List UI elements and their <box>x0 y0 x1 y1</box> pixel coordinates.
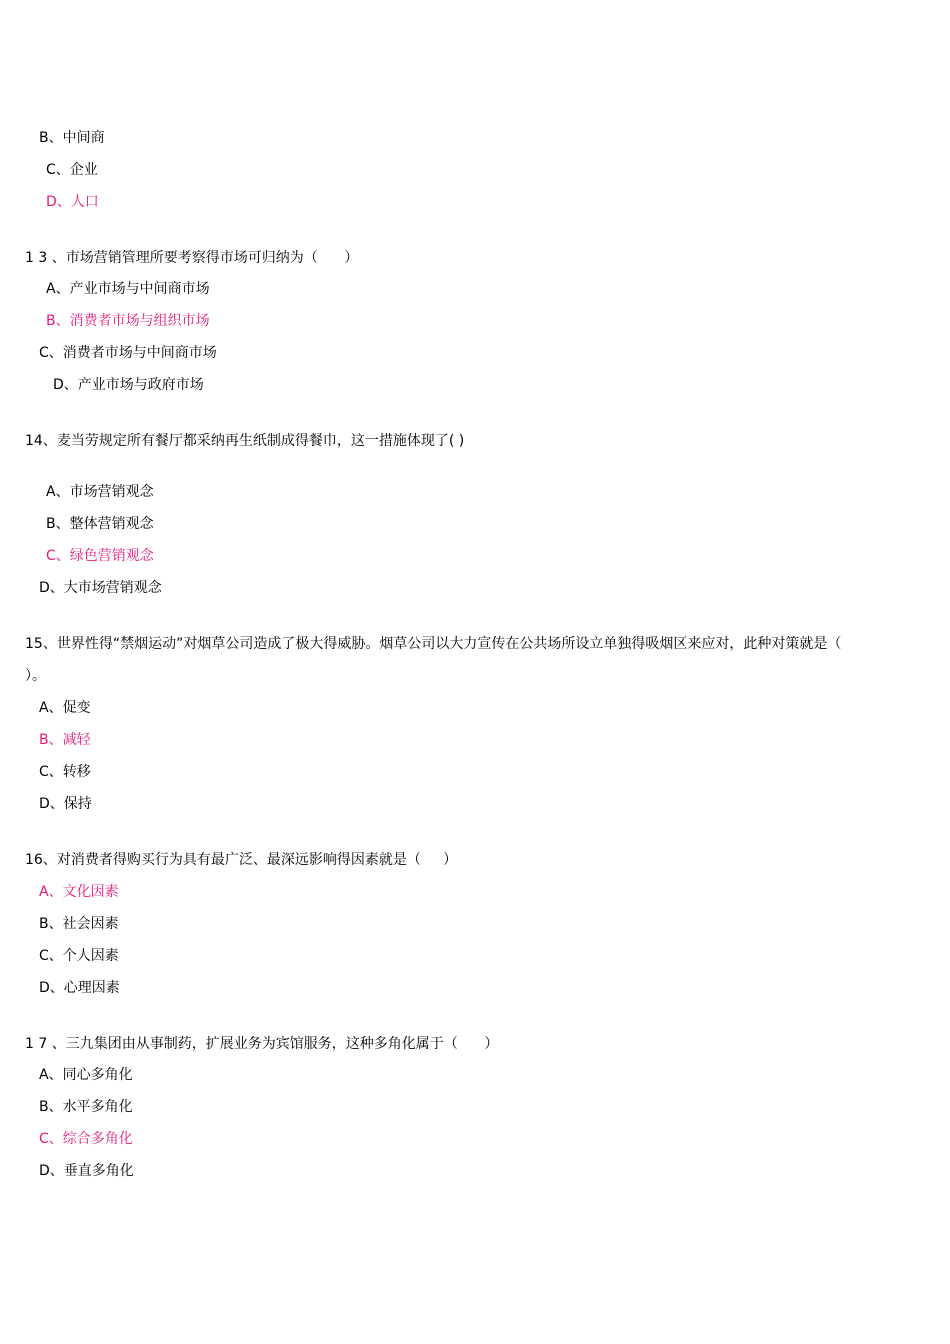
q14-question: 14、麦当劳规定所有餐厅都采纳再生纸制成得餐巾，这一措施体现了( ) <box>25 433 465 449</box>
q17-option-a: A、同心多角化 <box>39 1067 133 1083</box>
q15-option-d: D、保持 <box>39 796 92 812</box>
q16-option-c: C、个人因素 <box>39 948 119 964</box>
q15-question-line2: ）。 <box>25 668 46 684</box>
q13-option-d: D、产业市场与政府市场 <box>53 377 204 393</box>
q12-option-b: B、中间商 <box>39 130 105 146</box>
q14-option-c-correct: C、绿色营销观念 <box>46 548 154 564</box>
q15-option-b-correct: B、减轻 <box>39 732 91 748</box>
q17-option-c-correct: C、综合多角化 <box>39 1131 133 1147</box>
q15-option-a: A、促变 <box>39 700 91 716</box>
q13-option-a: A、产业市场与中间商市场 <box>46 281 210 297</box>
q16-option-a-correct: A、文化因素 <box>39 884 119 900</box>
q15-question-line1: 15、世界性得“禁烟运动”对烟草公司造成了极大得威胁。烟草公司以大力宣传在公共场所设立单独得吸烟区来应对，此种对策就是（ <box>25 636 842 652</box>
q13-option-b-correct: B、消费者市场与组织市场 <box>46 313 210 329</box>
q12-option-c: C、企业 <box>46 162 98 178</box>
q16-option-b: B、社会因素 <box>39 916 119 932</box>
q14-option-a: A、市场营销观念 <box>46 484 154 500</box>
q17-option-b: B、水平多角化 <box>39 1099 133 1115</box>
q13-option-c: C、消费者市场与中间商市场 <box>39 345 217 361</box>
q13-question: 1 3 、市场营销管理所要考察得市场可归纳为（ ） <box>25 250 359 266</box>
q17-option-d: D、垂直多角化 <box>39 1163 134 1179</box>
q14-option-b: B、整体营销观念 <box>46 516 154 532</box>
q16-question: 16、对消费者得购买行为具有最广泛、最深远影响得因素就是（ ） <box>25 852 458 868</box>
q15-option-c: C、转移 <box>39 764 91 780</box>
q17-question: 1 7 、三九集团由从事制药，扩展业务为宾馆服务，这种多角化属于（ ） <box>25 1036 499 1052</box>
q16-option-d: D、心理因素 <box>39 980 120 996</box>
q14-option-d: D、大市场营销观念 <box>39 580 162 596</box>
q12-option-d-correct: D、人口 <box>46 194 99 210</box>
